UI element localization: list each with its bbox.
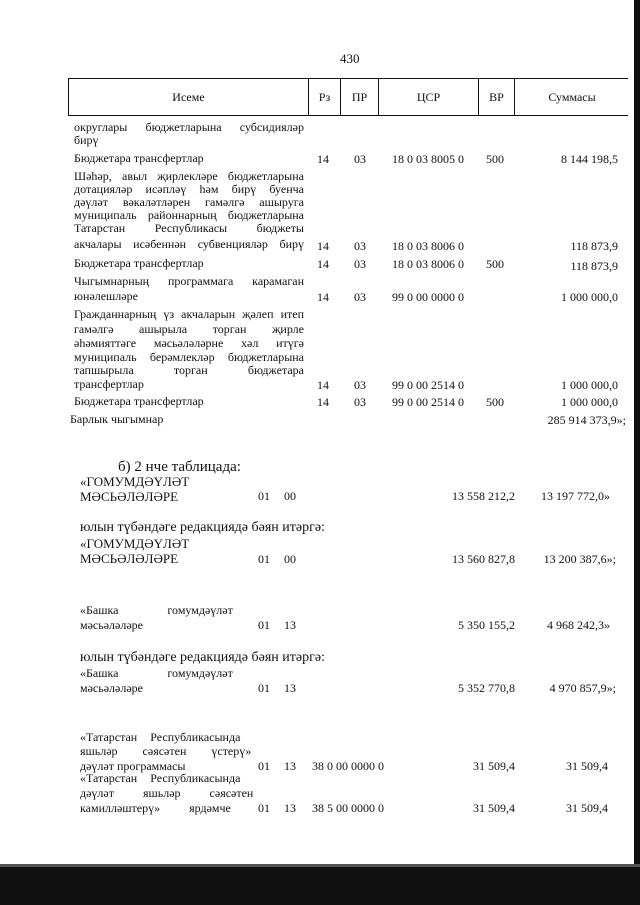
block-csr: 38 0 00 0000 0 bbox=[312, 759, 384, 773]
row-pr: 03 bbox=[354, 257, 366, 271]
row-desc-line: Барлык чыгымнар bbox=[70, 412, 164, 426]
row-pr: 03 bbox=[354, 395, 366, 409]
row-pr: 03 bbox=[354, 290, 366, 304]
block-rz: 01 bbox=[258, 489, 270, 503]
block-name-line: мәсьәләләре bbox=[80, 681, 143, 695]
row-desc-line: Шәһәр, авыл җирлекләре бюджетларына bbox=[74, 169, 304, 183]
block-value-1: 31 509,4 bbox=[473, 801, 515, 815]
row-desc-line: юнәлешләре bbox=[74, 289, 138, 303]
row-desc-line: бирү bbox=[74, 133, 99, 147]
row-csr: 18 0 03 8006 0 bbox=[392, 257, 464, 271]
row-rz: 14 bbox=[317, 257, 329, 271]
row-sum: 285 914 373,9»; bbox=[547, 413, 626, 427]
row-vr: 500 bbox=[486, 152, 504, 166]
header-sum: Суммасы bbox=[548, 89, 596, 104]
block-pr: 13 bbox=[284, 618, 296, 632]
row-desc-line: Бюджетара трансфертлар bbox=[74, 151, 204, 165]
block-csr: 38 5 00 0000 0 bbox=[312, 801, 384, 815]
block-rz: 01 bbox=[258, 552, 270, 566]
block-value-2: 31 509,4 bbox=[566, 801, 608, 815]
block-rz: 01 bbox=[258, 681, 270, 695]
block-name-line: яшьләр сәясәтен үстерү» bbox=[80, 744, 252, 758]
block-value-2: 31 509,4 bbox=[566, 759, 608, 773]
row-sum: 1 000 000,0 bbox=[561, 378, 618, 392]
row-vr: 500 bbox=[486, 257, 504, 271]
row-desc-line: дәүләт вәкаләтләрен гамәлгә ашыруга bbox=[74, 195, 304, 209]
block-name-line: «ГОМУМДӘҮЛӘТ bbox=[80, 474, 190, 489]
row-desc-line: трансфертлар bbox=[74, 377, 144, 391]
scan-edge-right bbox=[634, 0, 640, 905]
row-csr: 99 0 00 2514 0 bbox=[392, 395, 464, 409]
row-csr: 99 0 00 0000 0 bbox=[392, 290, 464, 304]
instruction-text: юлын түбәндәге редакциядә бәян итәргә: bbox=[80, 650, 325, 665]
block-name-line: «Татарстан Республикасында bbox=[80, 771, 241, 785]
row-desc-line: Бюджетара трансфертлар bbox=[74, 394, 204, 408]
row-desc-line: акчалары исәбеннән субвенцияләр бирү bbox=[74, 237, 304, 251]
row-desc-line: дотацияләр исәпләү һәм бирү буенча bbox=[74, 182, 304, 196]
block-value-2: 4 968 242,3» bbox=[547, 618, 610, 632]
page-number: 430 bbox=[340, 51, 360, 66]
row-desc-line: гамәлгә ашырыла торган җирле bbox=[74, 322, 304, 336]
row-desc-line: Бюджетара трансфертлар bbox=[74, 256, 204, 270]
row-sum: 1 000 000,0 bbox=[561, 290, 618, 304]
block-pr: 13 bbox=[284, 759, 296, 773]
row-csr: 18 0 03 8005 0 bbox=[392, 152, 464, 166]
header-csr: ЦСР bbox=[379, 79, 479, 115]
block-name-line: «Башка гомумдәүләт bbox=[80, 603, 233, 617]
block-rz: 01 bbox=[258, 759, 270, 773]
block-pr: 00 bbox=[284, 489, 296, 503]
header-pr: ПР bbox=[341, 79, 379, 115]
block-pr: 13 bbox=[284, 681, 296, 695]
row-desc-line: Гражданнарның үз акчаларын җәлеп итеп bbox=[74, 307, 304, 321]
block-name-line: «Башка гомумдәүләт bbox=[80, 666, 233, 680]
row-rz: 14 bbox=[317, 395, 329, 409]
instruction-text: юлын түбәндәге редакциядә бәян итәргә: bbox=[80, 520, 325, 535]
block-rz: 01 bbox=[258, 801, 270, 815]
row-pr: 03 bbox=[354, 239, 366, 253]
row-sum: 118 873,9 bbox=[570, 259, 618, 273]
row-csr: 18 0 03 8006 0 bbox=[392, 239, 464, 253]
row-pr: 03 bbox=[354, 378, 366, 392]
row-rz: 14 bbox=[317, 239, 329, 253]
row-desc-line: муниципаль районнарның бюджетларына bbox=[74, 208, 304, 222]
row-desc-line: Чыгымнарның программага карамаган bbox=[74, 274, 304, 288]
row-sum: 118 873,9 bbox=[570, 239, 618, 253]
block-value-2: 4 970 857,9»; bbox=[549, 681, 616, 695]
block-value-1: 5 350 155,2 bbox=[458, 618, 515, 632]
row-pr: 03 bbox=[354, 152, 366, 166]
table-header bbox=[68, 78, 628, 116]
block-value-1: 5 352 770,8 bbox=[458, 681, 515, 695]
header-vr: ВР bbox=[479, 79, 515, 115]
block-name-line: МӘСЬӘЛӘЛӘРЕ bbox=[80, 489, 179, 504]
block-name-line: «ГОМУМДӘҮЛӘТ bbox=[80, 536, 190, 551]
block-name-line: дәүләт программасы bbox=[80, 759, 186, 773]
block-value-1: 13 558 212,2 bbox=[452, 489, 515, 503]
row-vr: 500 bbox=[486, 395, 504, 409]
row-sum: 8 144 198,5 bbox=[561, 152, 618, 166]
row-desc-line: тапшырыла торган бюджетара bbox=[74, 363, 304, 377]
block-name-line: мәсьәләләре bbox=[80, 618, 143, 632]
row-rz: 14 bbox=[317, 152, 329, 166]
row-sum: 1 000 000,0 bbox=[561, 395, 618, 409]
header-name: Исеме bbox=[69, 79, 309, 115]
row-csr: 99 0 00 2514 0 bbox=[392, 378, 464, 392]
block-value-1: 31 509,4 bbox=[473, 759, 515, 773]
row-rz: 14 bbox=[317, 290, 329, 304]
row-desc-line: Татарстан Республикасы бюджеты bbox=[74, 221, 304, 235]
row-desc-line: округлары бюджетларына субсидияләр bbox=[74, 120, 304, 134]
block-name-line: «Татарстан Республикасында bbox=[80, 730, 241, 744]
row-desc-line: муниципаль берәмлекләр бюджетларына bbox=[74, 350, 304, 364]
block-name-line: камилләштерү» ярдәмче bbox=[80, 801, 231, 815]
scan-edge-bottom bbox=[0, 867, 640, 905]
row-rz: 14 bbox=[317, 378, 329, 392]
row-desc-line: әһәмияттәге мәсьәләләрне хәл итүгә bbox=[74, 336, 304, 350]
block-pr: 13 bbox=[284, 801, 296, 815]
block-value-2: 13 197 772,0» bbox=[541, 489, 610, 503]
header-rz: Рз bbox=[309, 79, 341, 115]
block-name-line: МӘСЬӘЛӘЛӘРЕ bbox=[80, 551, 179, 566]
block-pr: 00 bbox=[284, 552, 296, 566]
block-value-1: 13 560 827,8 bbox=[452, 552, 515, 566]
block-value-2: 13 200 387,6»; bbox=[543, 552, 616, 566]
block-name-line: дәүләт яшьләр сәясәтен bbox=[80, 786, 254, 800]
block-rz: 01 bbox=[258, 618, 270, 632]
section-heading: б) 2 нче таблицада: bbox=[118, 459, 241, 475]
